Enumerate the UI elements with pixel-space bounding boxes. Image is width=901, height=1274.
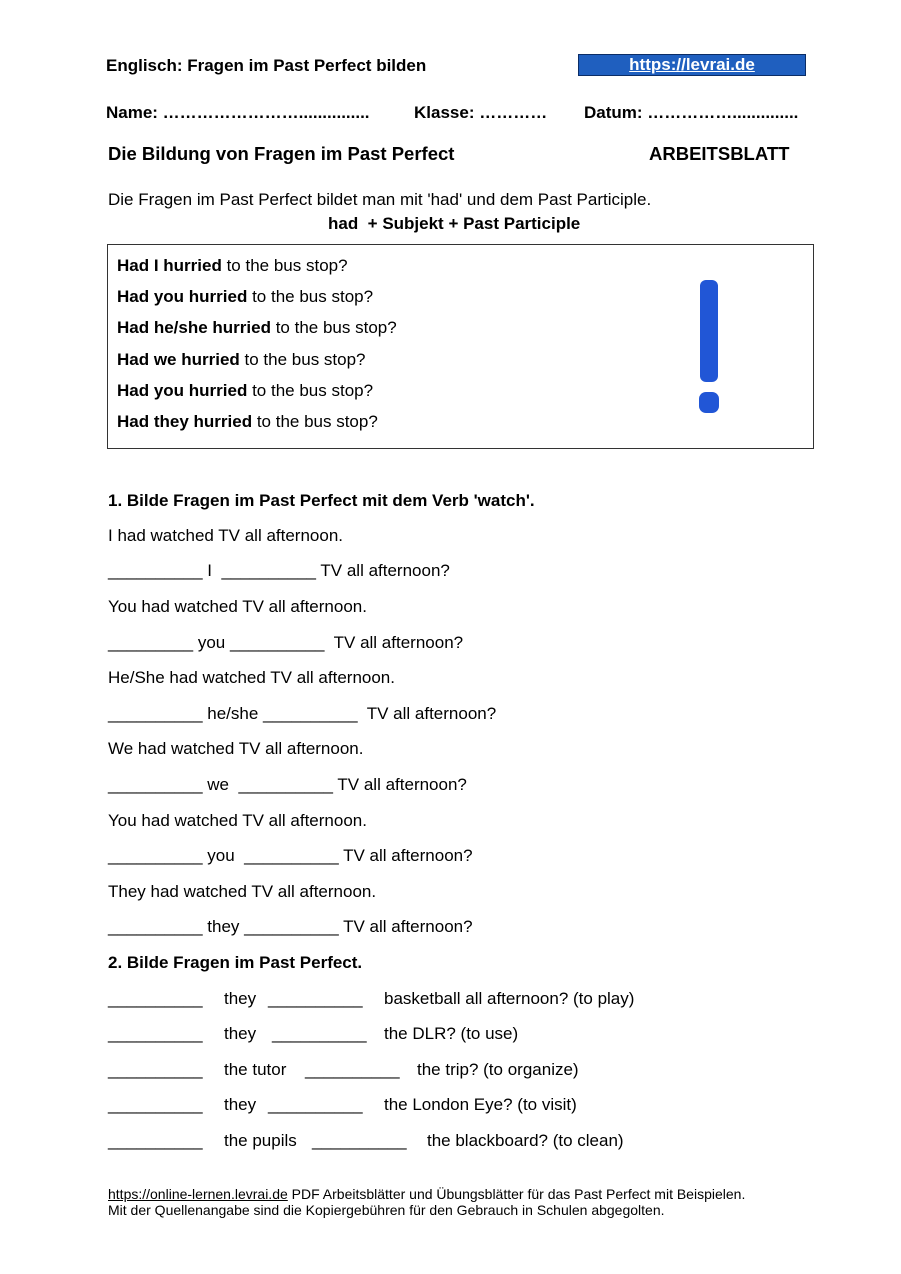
exercise2-blank: __________ xyxy=(108,1060,203,1079)
class-field: Klasse: ………… xyxy=(414,103,548,122)
exercise1-question: __________ they __________ TV all afternoon? xyxy=(108,917,473,936)
footer-line-2: Mit der Quellenangabe sind die Kopiergebühren für den Gebrauch in Schulen abgegolten. xyxy=(108,1202,665,1218)
exercise2-blank: __________ xyxy=(268,989,363,1008)
exercise1-sentence: We had watched TV all afternoon. xyxy=(108,739,364,758)
site-url-link[interactable]: https://levrai.de xyxy=(578,54,806,76)
footer-link[interactable]: https://online-lernen.levrai.de xyxy=(108,1186,288,1202)
exercise1-question: __________ we __________ TV all afternoon? xyxy=(108,775,467,794)
exercise1-question: __________ I __________ TV all afternoon? xyxy=(108,561,450,580)
exercise2-blank: __________ xyxy=(108,989,203,1008)
exercise1-sentence: He/She had watched TV all afternoon. xyxy=(108,668,395,687)
exercise2-blank: __________ xyxy=(108,1131,203,1150)
example-line: Had I hurried to the bus stop? xyxy=(117,256,348,275)
worksheet-title: Englisch: Fragen im Past Perfect bilden xyxy=(106,56,427,75)
exercise2-title: 2. Bilde Fragen im Past Perfect. xyxy=(108,953,363,972)
exercise2-rest: the London Eye? (to visit) xyxy=(384,1095,577,1114)
exercise1-title: 1. Bilde Fragen im Past Perfect mit dem Verb 'watch'. xyxy=(108,491,535,510)
exercise1-question: __________ he/she __________ TV all afternoon? xyxy=(108,704,497,723)
exercise2-rest: the blackboard? (to clean) xyxy=(427,1131,624,1150)
example-line: Had you hurried to the bus stop? xyxy=(117,381,374,400)
exclamation-dot-icon xyxy=(699,392,719,413)
footer-line-1: https://online-lernen.levrai.de PDF Arbeitsblätter und Übungsblätter für das Past Perfect mit Beispielen. xyxy=(108,1186,746,1202)
exclamation-icon xyxy=(700,280,718,382)
example-line: Had we hurried to the bus stop? xyxy=(117,350,366,369)
exercise1-question: __________ you __________ TV all afternoon? xyxy=(108,846,473,865)
exercise1-sentence: I had watched TV all afternoon. xyxy=(108,526,344,545)
name-field: Name: ……………………............... xyxy=(106,103,370,122)
exercise1-sentence: They had watched TV all afternoon. xyxy=(108,882,377,901)
exercise1-question: _________ you __________ TV all afternoon? xyxy=(108,633,464,652)
exercise2-rest: the DLR? (to use) xyxy=(384,1024,519,1043)
worksheet-badge: ARBEITSBLATT xyxy=(649,143,790,164)
example-line: Had he/she hurried to the bus stop? xyxy=(117,318,397,337)
exercise2-subject: they xyxy=(224,1095,257,1114)
exercise1-sentence: You had watched TV all afternoon. xyxy=(108,597,367,616)
exercise2-blank: __________ xyxy=(305,1060,400,1079)
exercise1-sentence: You had watched TV all afternoon. xyxy=(108,811,367,830)
exercise2-subject: they xyxy=(224,989,257,1008)
exercise2-subject: the tutor xyxy=(224,1060,287,1079)
formula-text: had + Subjekt + Past Participle xyxy=(328,214,581,233)
section-title: Die Bildung von Fragen im Past Perfect xyxy=(108,143,455,164)
intro-text: Die Fragen im Past Perfect bildet man mit 'had' und dem Past Participle. xyxy=(108,190,652,209)
exercise2-blank: __________ xyxy=(268,1095,363,1114)
exercise2-subject: the pupils xyxy=(224,1131,297,1150)
exercise2-blank: __________ xyxy=(312,1131,407,1150)
exercise2-rest: the trip? (to organize) xyxy=(417,1060,579,1079)
example-line: Had you hurried to the bus stop? xyxy=(117,287,374,306)
exercise2-blank: __________ xyxy=(108,1024,203,1043)
exercise2-rest: basketball all afternoon? (to play) xyxy=(384,989,635,1008)
footer xyxy=(108,1186,745,1218)
example-line: Had they hurried to the bus stop? xyxy=(117,412,378,431)
exercise2-blank: __________ xyxy=(108,1095,203,1114)
exercise2-subject: they xyxy=(224,1024,257,1043)
exercise2-blank: __________ xyxy=(272,1024,367,1043)
date-field: Datum: …………….............. xyxy=(584,103,799,122)
